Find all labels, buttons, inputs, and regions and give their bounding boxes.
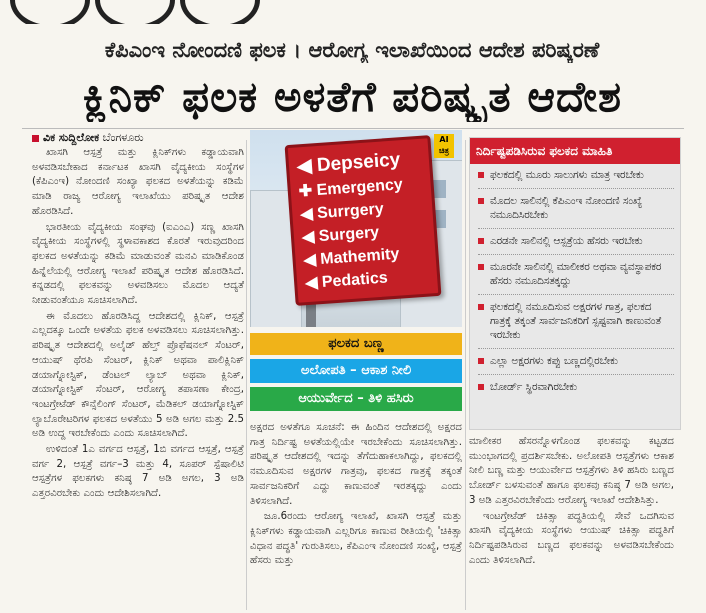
sign-line: ✚ Emergency <box>298 176 404 201</box>
paragraph: ಮಾಲೀಕರ ಹೆಸರನ್ನೊಳಗೊಂಡ ಫಲಕವನ್ನು ಕಟ್ಟಡದ ಮುಂಭಾಗದಲ್ಲಿ ಪ್ರದರ್ಶಿಸಬೇಕು. ಅಲೋಪತಿ ಆಸ್ಪತ್ರೆಗಳು ಆಕಾಶ ನೀಲಿ ಬಣ್ಣ ಮತ್ತು ಆಯುರ್ವೇದ ಆಸ್ಪತ್ರೆಗಳು ತಿಳಿ ಹಸಿರು ಬಣ್ಣದ ಬೋರ್ಡ್ ಬಳಸುವಂತೆ ಹಾಗೂ ಫಲಕವು ಕನಿಷ್ಠ 7 ಅಡಿ ಅಗಲ, 3 ಅಡಿ ಎತ್ತರವಿರಬೇಕೆಂದು ಆರೋಗ್ಯ ಇಲಾಖೆ ಆದೇಶಿಸಿತ್ತು. <box>469 436 674 506</box>
masthead-logo-part <box>95 0 175 24</box>
paragraph: ಇಂಟಗ್ರೇಟೆಡ್ ಚಿಕಿತ್ಸಾ ಪದ್ಧತಿಯಲ್ಲಿ ಸೇವೆ ಒದಗಿಸುವ ಖಾಸಗಿ ವೈದ್ಯಕೀಯ ಸಂಸ್ಥೆಗಳು ಆಯುಷ್ ಚಿಕಿತ್ಸಾ ಪದ್ಧತಿಗೆ ನಿರ್ದಿಷ್ಟಪಡಿಸಿರುವ ಬಣ್ಣದ ಫಲಕವನ್ನು ಅಳವಡಿಸಬೇಕೆಂದು ಎಂದು ತಿಳಿಸಲಾಗಿದೆ. <box>469 510 674 566</box>
sidebar-item: ಬೋರ್ಡ್ ಸ್ಥಿರವಾಗಿರಬೇಕು <box>478 374 674 394</box>
ai-illustration-photo <box>250 130 462 327</box>
sign-line: ◀ Surgery <box>301 223 380 247</box>
sidebar-item: ಫಲಕದಲ್ಲಿ ಮೂರು ಸಾಲುಗಳು ಮಾತ್ರ ಇರಬೇಕು <box>478 168 674 182</box>
sidebar-item: ಎಲ್ಲಾ ಅಕ್ಷರಗಳು ಕಪ್ಪು ಬಣ್ಣದಲ್ಲಿರಬೇಕು <box>478 348 674 368</box>
column-divider <box>465 140 466 610</box>
byline <box>32 131 144 145</box>
board-colour-title: ಫಲಕದ ಬಣ್ಣ <box>250 333 462 355</box>
paragraph: ಈ ಮೊದಲು ಹೊರಡಿಸಿದ್ದ ಆದೇಶದಲ್ಲಿ ಕ್ಲಿನಿಕ್, ಆಸ್ಪತ್ರೆ ಎಲ್ಲದಕ್ಕೂ ಒಂದೇ ಅಳತೆಯ ಫಲಕ ಅಳವಡಿಸಲು ಸೂಚಿಸಲಾಗಿತ್ತು. ಪರಿಷ್ಕೃತ ಆದೇಶದಲ್ಲಿ ಅಲೈಡ್ ಹೆಲ್ತ್ ಪ್ರೊಫೆಷನಲ್ ಸೆಂಟರ್, ಆಯುಷ್ ಥೆರಪಿ ಸೆಂಟರ್, ಕ್ಲಿನಿಕ್ ಅಥವಾ ಪಾಲಿಕ್ಲಿನಿಕ್ ಡಯಾಗ್ನೋಸ್ಟಿಕ್, ಡೆಂಟಲ್ ಲ್ಯಾಬ್ ಅಥವಾ ಕ್ಲಿನಿಕ್, ಡಯಾಗ್ನೋಸ್ಟಿಕ್ ಸೆಂಟರ್, ಆರೋಗ್ಯ ತಪಾಸಣಾ ಕೇಂದ್ರ, ಇಂಟಗ್ರೇಟೆಡ್ ಕೌನ್ಸೆಲಿಂಗ್ ಸೆಂಟರ್, ಮೆಡಿಕಲ್ ಡಯಾಗ್ನೋಸ್ಟಿಕ್ ಲ್ಯಾಬೊರೇಟರಿಗಳ ಫಲಕದ ಅಳತೆಯು 5 ಅಡಿ ಅಗಲ ಮತ್ತು 2.5 ಅಡಿ ಉದ್ದ ಇರಬೇಕೆಂದು ಎಂದು ಸೂಚಿಸಲಾಗಿದೆ. <box>32 310 244 440</box>
headline-rule <box>22 128 684 129</box>
board-info-sidebar <box>469 137 681 430</box>
byline-square-icon <box>32 135 39 142</box>
paragraph: ಖಾಸಗಿ ಆಸ್ಪತ್ರೆ ಮತ್ತು ಕ್ಲಿನಿಕ್‌ಗಳು ಕಡ್ಡಾಯವಾಗಿ ಅಳವಡಿಸಬೇಕಾದ ಕರ್ನಾಟಕ ಖಾಸಗಿ ವೈದ್ಯಕೀಯ ಸಂಸ್ಥೆಗಳ (ಕೆಪಿಎಂಇ) ನೋಂದಣಿ ಸಂಖ್ಯಾ ಫಲಕದ ಅಳತೆಯನ್ನು ಕಡಿಮೆ ಮಾಡಿ ರಾಜ್ಯ ಆರೋಗ್ಯ ಇಲಾಖೆಯು ಪರಿಷ್ಕೃತ ಆದೇಶ ಹೊರಡಿಸಿದೆ. <box>32 147 244 217</box>
sidebar-title: ನಿರ್ದಿಷ್ಟಪಡಿಸಿರುವ ಫಲಕದ ಮಾಹಿತಿ <box>470 138 680 164</box>
masthead-logo-part <box>180 0 260 24</box>
sidebar-item: ಮೂರನೇ ಸಾಲಿನಲ್ಲಿ ಮಾಲೀಕರ ಅಥವಾ ವ್ಯವಸ್ಥಾಪಕರ ಹೆಸರು ನಮೂದಿಸತಕ್ಕದ್ದು <box>478 254 674 288</box>
article-kicker: ಕೆಪಿಎಂಇ ನೋಂದಣಿ ಫಲಕ । ಆರೋಗ್ಯ ಇಲಾಖೆಯಿಂದ ಆದೇಶ ಪರಿಷ್ಕರಣೆ <box>104 38 600 62</box>
sign-line: ◀ Mathemity <box>303 245 400 270</box>
byline-source: ವಿಕ ಸುದ್ದಿಲೋಕ <box>43 131 100 144</box>
masthead-strip <box>0 0 706 24</box>
sign-line: ◀ Depseicy <box>296 149 401 178</box>
sidebar-item: ಮೊದಲ ಸಾಲಿನಲ್ಲಿ ಕೆಪಿಎಂಇ ನೋಂದಣಿ ಸಂಖ್ಯೆ ನಮೂದಿಸಿರಬೇಕು <box>478 188 674 222</box>
paragraph: ಅಕ್ಷರದ ಅಳತೆಗೂ ಸೂಚನೆ: ಈ ಹಿಂದಿನ ಆದೇಶದಲ್ಲಿ ಅಕ್ಷರದ ಗಾತ್ರ ನಿರ್ದಿಷ್ಟ ಅಳತೆಯಲ್ಲಿಯೇ ಇರಬೇಕೆಂದು ಸೂಚಿಸಲಾಗಿತ್ತು. ಪರಿಷ್ಕೃತ ಆದೇಶದಲ್ಲಿ ಇದನ್ನು ತೆಗೆದುಹಾಕಲಾಗಿದ್ದು, ಫಲಕದಲ್ಲಿ ನಮೂದಿಸುವ ಅಕ್ಷರಗಳ ಗಾತ್ರವು, ಫಲಕದ ಗಾತ್ರಕ್ಕೆ ತಕ್ಕಂತೆ ಸಾರ್ವಜನಿಕರಿಗೆ ಎದ್ದು ಕಾಣುವಂತೆ ಇರತಕ್ಕದ್ದು ಎಂದು ತಿಳಿಸಲಾಗಿದೆ. <box>250 422 462 507</box>
sidebar-item: ಎರಡನೇ ಸಾಲಿನಲ್ಲಿ ಆಸ್ಪತ್ರೆಯ ಹೆಸರು ಇರಬೇಕು <box>478 228 674 248</box>
article-headline: ಕ್ಲಿನಿಕ್ ಫಲಕ ಅಳತೆಗೆ ಪರಿಷ್ಕೃತ ಆದೇಶ <box>83 72 622 121</box>
ai-image-badge: AI ಚಿತ್ರ <box>434 134 454 158</box>
paragraph: ಭಾರತೀಯ ವೈದ್ಯಕೀಯ ಸಂಘವು (ಐಎಂಎ) ಸಣ್ಣ ಖಾಸಗಿ ವೈದ್ಯಕೀಯ ಸಂಸ್ಥೆಗಳಲ್ಲಿ ಸ್ಥಳಾವಕಾಶದ ಕೊರತೆ ಇರುವುದರಿಂದ ಫಲಕದ ಅಳತೆಯನ್ನು ಕಡಿಮೆ ಮಾಡುವಂತೆ ಮನವಿ ಮಾಡಿಕೊಂಡ ಹಿನ್ನೆಲೆಯಲ್ಲಿ ಆರೋಗ್ಯ ಇಲಾಖೆ ಪರಿಷ್ಕೃತ ಆದೇಶ ಹೊರಡಿಸಿದೆ. ಕನ್ನಡದಲ್ಲಿ ಫಲಕವನ್ನು ಅಳವಡಿಸಲು ಮೊದಲ ಆದ್ಯತೆ ನೀಡುವಂತೆಯೂ ಸೂಚಿಸಲಾಗಿದೆ. <box>32 221 244 307</box>
paragraph: ಉಳಿದಂತೆ 1ಎ ವರ್ಗದ ಆಸ್ಪತ್ರೆ, 1ಬಿ ವರ್ಗದ ಆಸ್ಪತ್ರೆ, ಆಸ್ಪತ್ರೆ ವರ್ಗ 2, ಆಸ್ಪತ್ರೆ ವರ್ಗ–3 ಮತ್ತು 4, ಸೂಪರ್ ಸ್ಪೆಷಾಲಿಟಿ ಆಸ್ಪತ್ರೆಗಳ ಫಲಕಗಳು ಕನಿಷ್ಠ 7 ಅಡಿ ಅಗಲ, 3 ಅಡಿ ಎತ್ತರವಿರಬೇಕು ಎಂದು ಆದೇಶಿಸಲಾಗಿದೆ. <box>32 444 244 500</box>
sign-line: ◀ Surrgery <box>299 200 385 224</box>
allopathy-colour-swatch: ಅಲೋಪತಿ – ಆಕಾಶ ನೀಲಿ <box>250 359 462 383</box>
column-divider <box>246 140 247 610</box>
hospital-sign-board <box>285 135 442 306</box>
paragraph: ಜೂ.6ರಂದು ಆರೋಗ್ಯ ಇಲಾಖೆ, ಖಾಸಗಿ ಆಸ್ಪತ್ರೆ ಮತ್ತು ಕ್ಲಿನಿಕ್‌ಗಳು ಕಡ್ಡಾಯವಾಗಿ ಎಲ್ಲರಿಗೂ ಕಾಣುವ ರೀತಿಯಲ್ಲಿ 'ಚಿಕಿತ್ಸಾ ವಿಧಾನ ಪದ್ಧತಿ' ಗುರುತಿಸಲು, ಕೆಪಿಎಂಇ ನೋಂದಣಿ ಸಂಖ್ಯೆ, ಆಸ್ಪತ್ರೆ ಹೆಸರು ಮತ್ತು <box>250 511 462 567</box>
sidebar-item: ಫಲಕದಲ್ಲಿ ನಮೂದಿಸುವ ಅಕ್ಷರಗಳ ಗಾತ್ರ, ಫಲಕದ ಗಾತ್ರಕ್ಕೆ ತಕ್ಕಂತೆ ಸಾರ್ವಜನಿಕರಿಗೆ ಸ್ಪಷ್ಟವಾಗಿ ಕಾಣುವಂತೆ ಇರಬೇಕು <box>478 294 674 342</box>
ayurveda-colour-swatch: ಆಯುರ್ವೇದ – ತಿಳಿ ಹಸಿರು <box>250 387 462 411</box>
byline-place: ಬೆಂಗಳೂರು <box>102 131 144 144</box>
body-column-2 <box>250 421 462 570</box>
body-column-1 <box>32 146 244 503</box>
body-column-3 <box>469 435 674 569</box>
sign-line: ◀ Pedatics <box>304 269 389 293</box>
masthead-logo-part <box>10 0 90 24</box>
sidebar-list <box>470 164 680 394</box>
